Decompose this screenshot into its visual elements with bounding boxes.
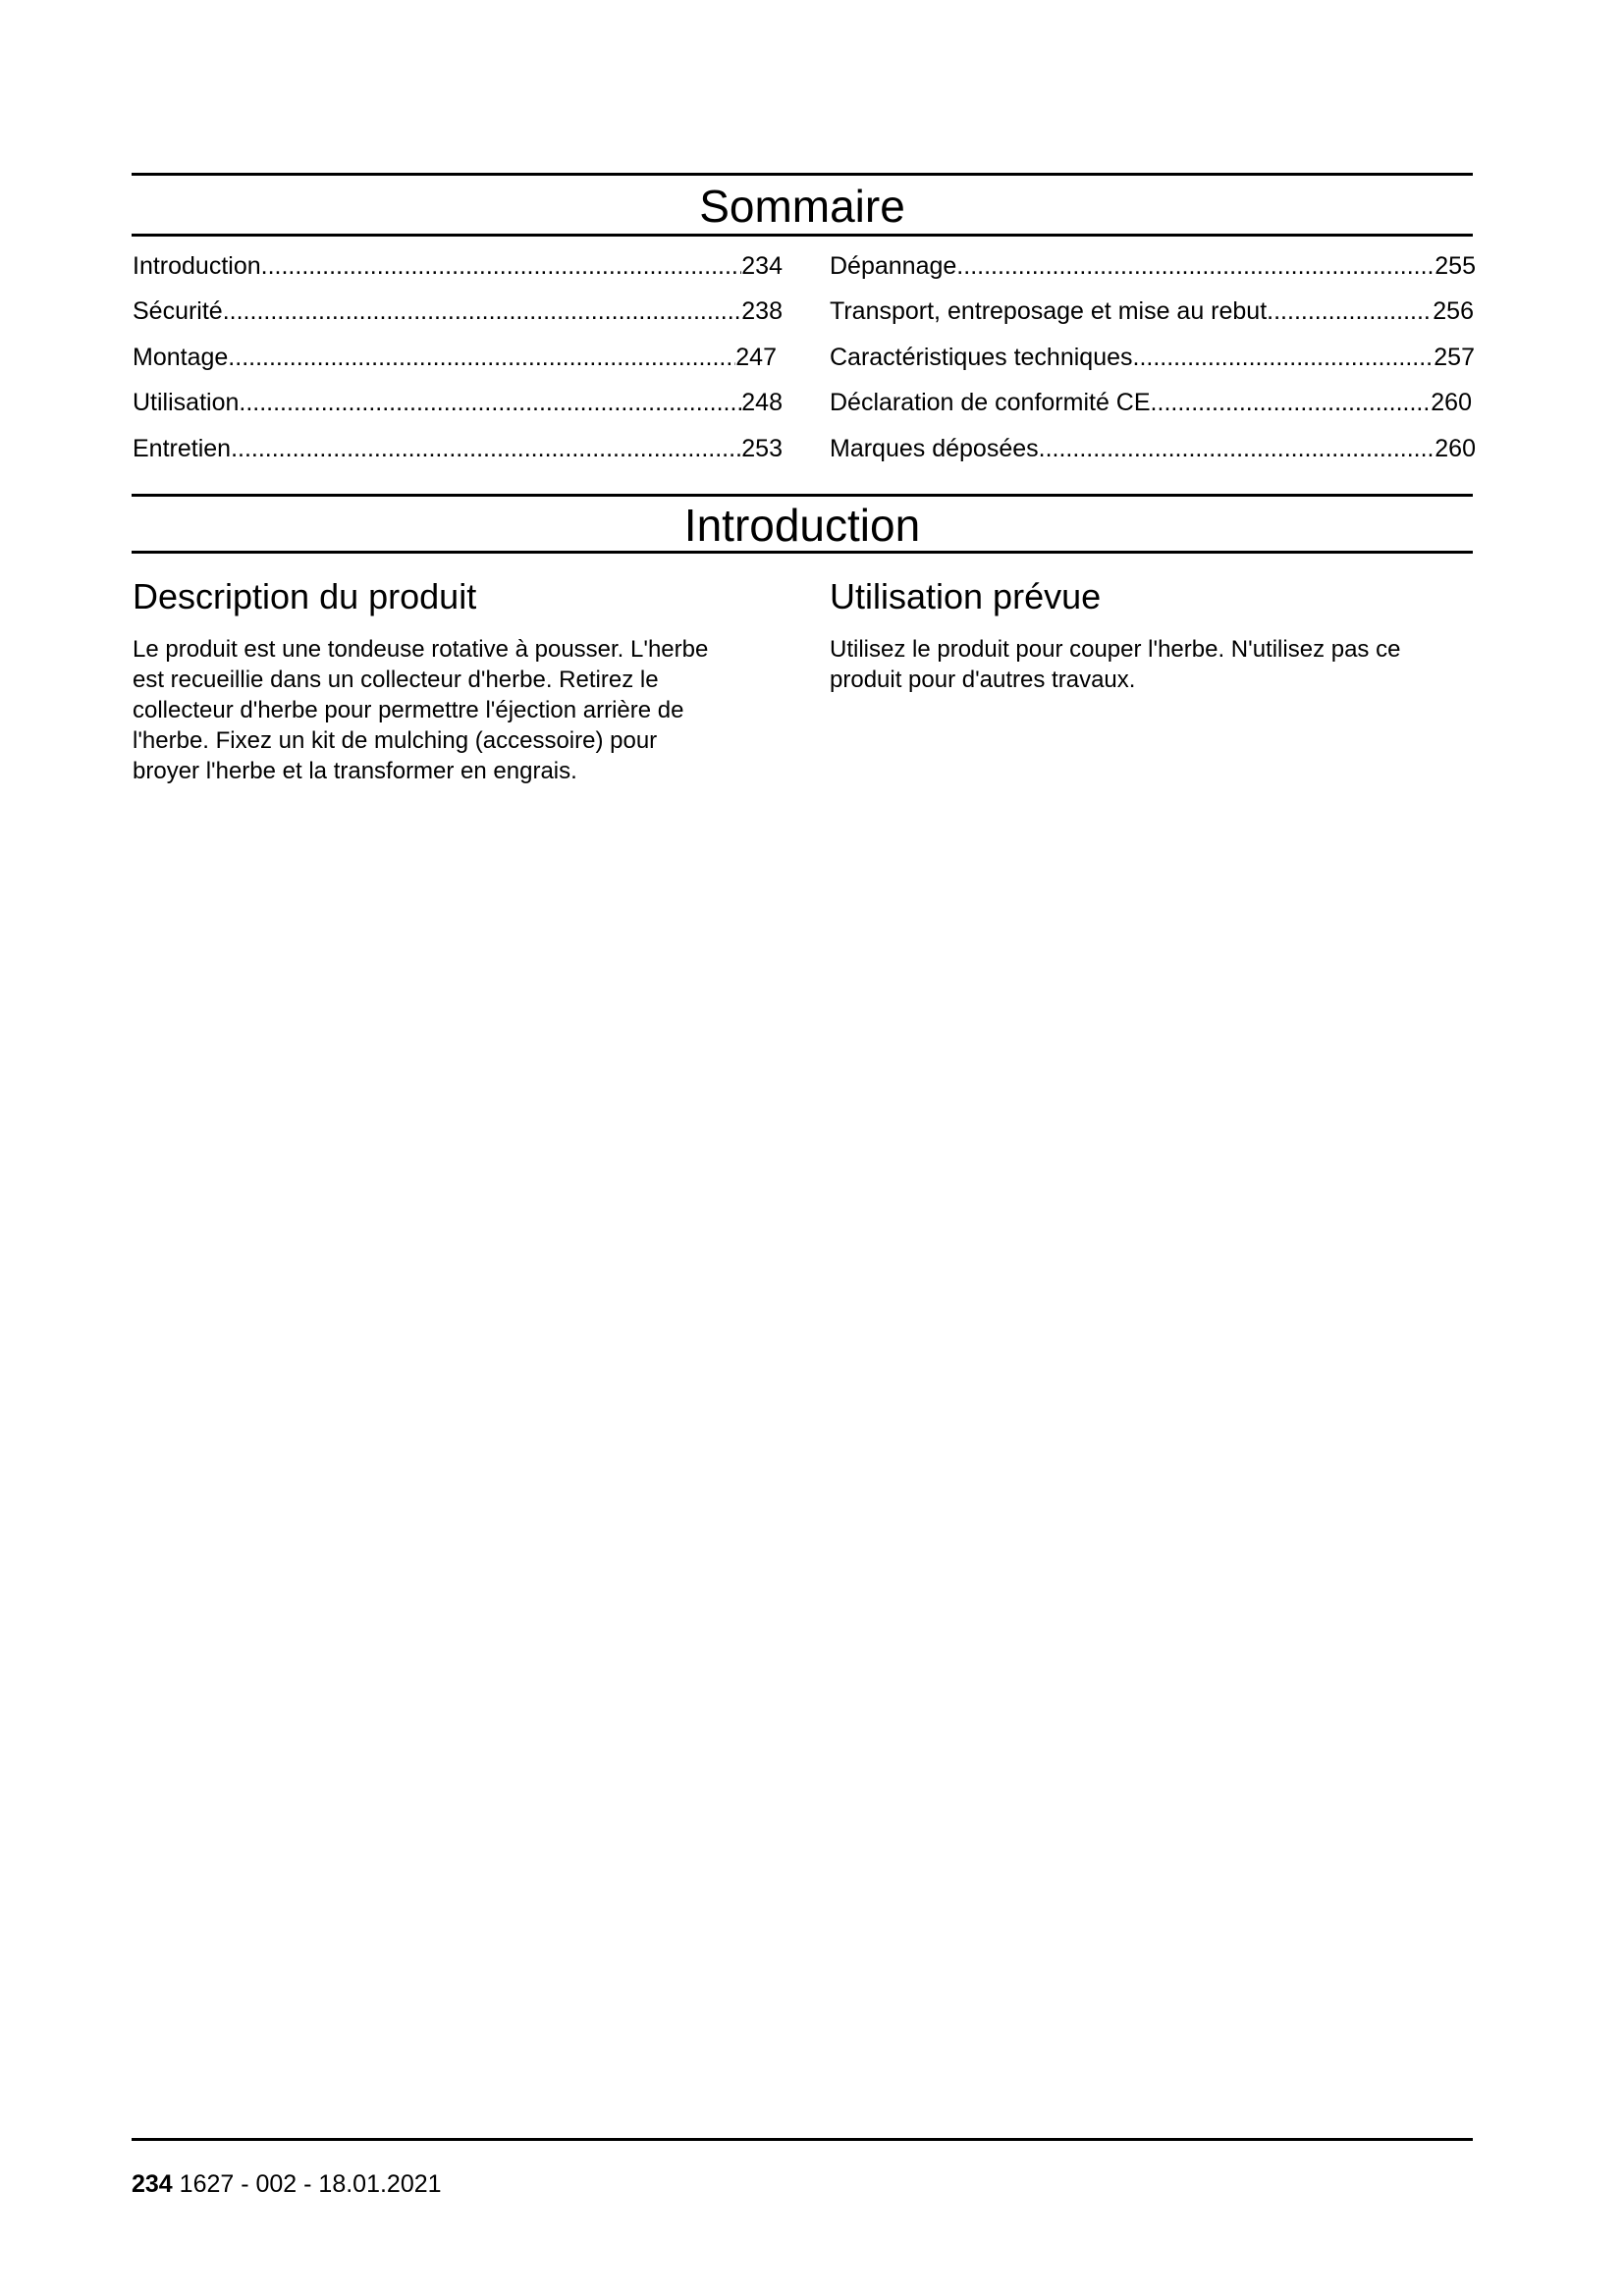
toc-entry-page: 255	[1435, 252, 1476, 280]
toc-entry-page: 256	[1433, 297, 1474, 325]
top-rule	[132, 173, 1473, 176]
toc-entry-title: Entretien	[133, 435, 232, 462]
toc-entry-page: 253	[741, 435, 783, 462]
toc-entry-page: 248	[741, 389, 783, 416]
toc-entry-page: 234	[741, 252, 783, 280]
toc-entry-title: Introduction	[133, 252, 261, 280]
text-line: produit pour d'autres travaux.	[830, 667, 1136, 693]
toc-entry[interactable]	[830, 386, 1472, 417]
page-number: 234	[132, 2170, 173, 2198]
page-footer	[132, 2169, 442, 2199]
toc-leader	[228, 343, 735, 372]
description-paragraph	[133, 634, 800, 786]
toc-leader	[1267, 296, 1433, 326]
toc-entry-page: 247	[735, 344, 777, 371]
toc-entry[interactable]	[133, 249, 783, 281]
intended-use-paragraph	[830, 634, 1497, 695]
text-line: Utilisez le produit pour couper l'herbe. N'utilisez pas ce	[830, 636, 1401, 663]
text-line: est recueillie dans un collecteur d'herbe. Retirez le	[133, 667, 659, 693]
toc-title: Sommaire	[699, 181, 905, 232]
toc-entry-title: Dépannage	[830, 252, 957, 280]
toc-leader	[1039, 434, 1435, 463]
toc-entry-title: Utilisation	[133, 389, 240, 416]
toc-title-rule	[132, 234, 1473, 237]
toc-leader	[231, 434, 741, 463]
description-heading: Description du produit	[133, 576, 477, 616]
footer-rule	[132, 2138, 1473, 2141]
toc-entry[interactable]	[133, 341, 777, 372]
toc-entry[interactable]	[830, 249, 1476, 281]
toc-leader	[1151, 388, 1432, 417]
text-line: Le produit est une tondeuse rotative à pousser. L'herbe	[133, 636, 709, 663]
text-line: collecteur d'herbe pour permettre l'éjection arrière de	[133, 697, 684, 723]
toc-leader	[956, 251, 1435, 281]
intended-use-heading: Utilisation prévue	[830, 576, 1102, 616]
toc-entry[interactable]	[133, 432, 783, 463]
toc-entry[interactable]	[133, 294, 783, 326]
toc-entry-title: Caractéristiques techniques	[830, 344, 1133, 371]
toc-entry-page: 260	[1435, 435, 1476, 462]
toc-entry-title: Montage	[133, 344, 229, 371]
toc-entry[interactable]	[830, 432, 1476, 463]
toc-entry-page: 260	[1431, 389, 1472, 416]
toc-leader	[1133, 343, 1435, 372]
text-line: broyer l'herbe et la transformer en engrais.	[133, 758, 577, 784]
intro-title: Introduction	[683, 500, 921, 551]
toc-entry-title: Transport, entreposage et mise au rebut	[830, 297, 1268, 325]
intro-top-rule	[132, 494, 1473, 497]
toc-leader	[261, 251, 742, 281]
toc-entry-page: 257	[1434, 344, 1475, 371]
intro-title-rule	[132, 551, 1473, 554]
document-reference: 1627 - 002 - 18.01.2021	[172, 2170, 442, 2198]
toc-leader	[239, 388, 741, 417]
toc-entry-page: 238	[741, 297, 783, 325]
toc-entry-title: Marques déposées	[830, 435, 1039, 462]
text-line: l'herbe. Fixez un kit de mulching (accessoire) pour	[133, 727, 658, 754]
toc-leader	[223, 296, 742, 326]
toc-entry-title: Déclaration de conformité CE	[830, 389, 1151, 416]
toc-entry[interactable]	[830, 341, 1475, 372]
toc-entry-title: Sécurité	[133, 297, 223, 325]
toc-entry[interactable]	[830, 294, 1474, 326]
toc-entry[interactable]	[133, 386, 783, 417]
